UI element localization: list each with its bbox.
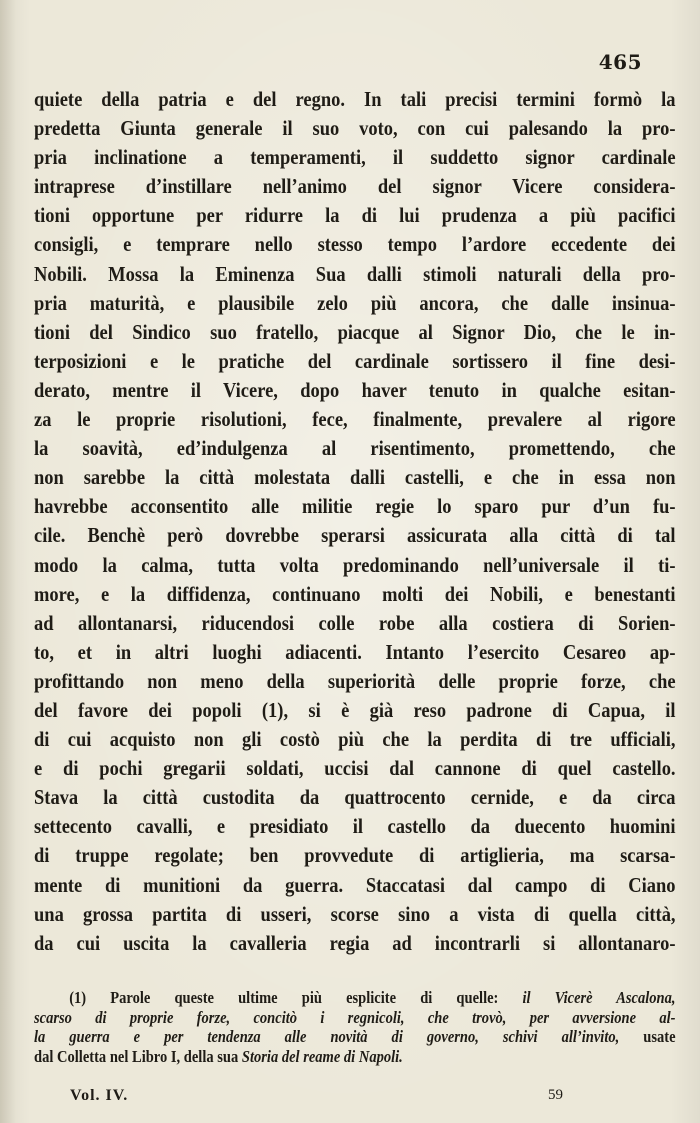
text-line: settecento cavalli, e presidiato il castello da duecento huomini bbox=[34, 814, 676, 839]
footnote bbox=[34, 988, 676, 1066]
text-line: da cui uscita la cavalleria regia ad incontrarli si allontanaro- bbox=[34, 930, 676, 955]
text-line: tioni opportune per ridurre la di lui prudenza a più pacifici bbox=[34, 203, 676, 228]
text-line: cile. Benchè però dovrebbe sperarsi assicurata alla città di tal bbox=[34, 523, 676, 548]
text-line: quiete della patria e del regno. In tali precisi termini formò la bbox=[34, 87, 676, 111]
footnote-quote: la guerra e per tendenza alle novità di governo, schivi all’invito, bbox=[34, 1027, 620, 1046]
text-line: za le proprie risolutioni, fece, finalmente, prevalere al rigore bbox=[34, 407, 676, 432]
text-line: to, et in altri luoghi adiacenti. Intanto l’esercito Cesareo ap- bbox=[34, 639, 676, 664]
footnote-text: (1) Parole queste ultime più esplicite di quelle: bbox=[69, 988, 523, 1007]
footnote-line bbox=[34, 1047, 676, 1067]
text-line: pria inclinatione a temperamenti, il suddetto signor cardinale bbox=[34, 145, 676, 170]
text-line: Stava la città custodita da quattrocento cernide, e da circa bbox=[34, 785, 676, 810]
text-line: Nobili. Mossa la Eminenza Sua dalli stimoli naturali della pro- bbox=[34, 261, 676, 286]
footnote-text: usate bbox=[619, 1027, 676, 1046]
text-line: modo la calma, tutta volta predominando nell’universale il ti- bbox=[34, 552, 676, 577]
text-line: predetta Giunta generale il suo voto, con cui palesando la pro- bbox=[34, 116, 676, 141]
text-line: tioni del Sindico suo fratello, piacque al Signor Dio, che le in- bbox=[34, 319, 676, 344]
text-line: havrebbe acconsentito alle militie regie lo sparo pur d’un fu- bbox=[34, 494, 676, 519]
text-line: di truppe regolate; ben provvedute di artiglieria, ma scarsa- bbox=[34, 843, 676, 868]
binding-gutter bbox=[0, 0, 16, 1123]
signature-mark: 59 bbox=[548, 1087, 563, 1103]
footnote-line bbox=[34, 1027, 676, 1047]
footnote-line bbox=[34, 988, 676, 1008]
page-number: 465 bbox=[598, 50, 642, 74]
footnote-book-title: Storia del reame di Napoli. bbox=[241, 1046, 403, 1066]
text-line: pria maturità, e plausibile zelo più ancora, che dalle insinua- bbox=[34, 290, 676, 315]
footnote-quote: il Vicerè Ascalona, bbox=[522, 988, 676, 1007]
text-line: terposizioni e le pratiche del cardinale sortissero il fine desi- bbox=[34, 348, 676, 373]
text-line: la soavità, ed’indulgenza al risentimento, promettendo, che bbox=[34, 436, 676, 461]
footnote-quote: scarso di proprie forze, concitò i regnicoli, che trovò, per avversione al- bbox=[34, 1007, 676, 1027]
text-line: di cui acquisto non gli costò più che la perdita di tre ufficiali, bbox=[34, 727, 676, 752]
body-text bbox=[34, 85, 676, 958]
text-line: e di pochi gregarii soldati, uccisi dal cannone di quel castello. bbox=[34, 756, 676, 781]
footnote-text: dal Colletta nel Libro I, della sua bbox=[34, 1046, 242, 1066]
text-line: consigli, e temprare nello stesso tempo l’ardore eccedente dei bbox=[34, 232, 676, 257]
text-line: una grossa partita di usseri, scorse sino a vista di quella città, bbox=[34, 901, 676, 926]
text-line: non sarebbe la città molestata dalli castelli, e che in essa non bbox=[34, 465, 676, 490]
text-line: intraprese d’instillare nell’animo del signor Vicere considera- bbox=[34, 174, 676, 199]
text-line: del favore dei popoli (1), si è già reso padrone di Capua, il bbox=[34, 697, 676, 722]
text-line: more, e la diffidenza, continuano molti dei Nobili, e benestanti bbox=[34, 581, 676, 606]
text-line: ad allontanarsi, riducendosi colle robe alla costiera di Sorien- bbox=[34, 610, 676, 635]
text-line: profittando non meno della superiorità delle proprie forze, che bbox=[34, 668, 676, 693]
text-line: mente di munitioni da guerra. Staccatasi dal campo di Ciano bbox=[34, 872, 676, 897]
volume-label: Vol. IV. bbox=[70, 1087, 129, 1104]
text-line: derato, mentre il Vicere, dopo haver tenuto in qualche esitan- bbox=[34, 377, 676, 402]
